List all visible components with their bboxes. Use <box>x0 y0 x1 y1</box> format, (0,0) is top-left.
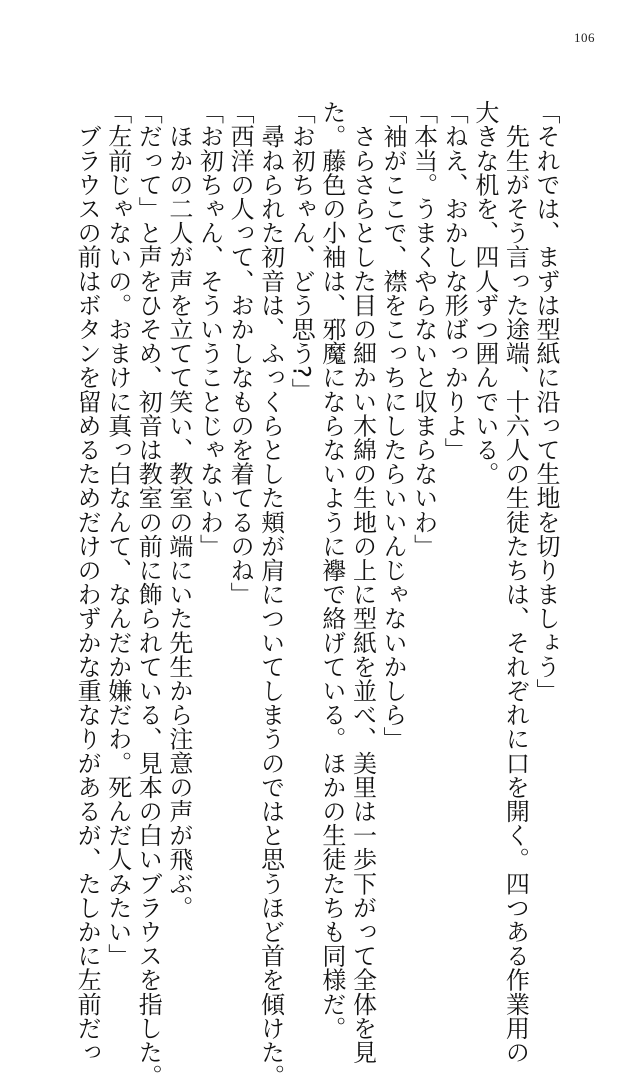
text-line: 尋ねられた初音は、ふっくらとした頬が肩についてしまうのではと思うほど首を傾けた。 <box>256 100 285 1088</box>
text-line: さらさらとした目の細かい木綿の生地の上に型紙を並べ、美里は一歩下がって全体を見 <box>348 100 377 1064</box>
text-line: 大きな机を、四人ずつ囲んでいる。 <box>470 100 499 486</box>
text-line: ブラウスの前はボタンを留めるためだけのわずかな重なりがあるが、たしかに左前だっ <box>73 100 102 1064</box>
text-line: 「お初ちゃん、どう思う?」 <box>287 100 316 403</box>
body-text <box>72 100 562 1088</box>
text-line: 「西洋の人って、おかしなものを着てるのね」 <box>226 100 255 607</box>
text-line: 「本当。うまくやらないと収まらないわ」 <box>409 100 438 558</box>
text-line: 「袖がここで、襟をこっちにしたらいいんじゃないかしら」 <box>379 100 408 751</box>
text-line: ほかの二人が声を立てて笑い、教室の端にいた先生から注意の声が飛ぶ。 <box>164 100 193 920</box>
text-line: 先生がそう言った途端、十六人の生徒たちは、それぞれに口を開く。四つある作業用の <box>501 100 530 1064</box>
text-line: 「だって」と声をひそめ、初音は教室の前に飾られている、見本の白いブラウスを指した。 <box>134 100 163 1088</box>
page-number: 106 <box>574 30 595 45</box>
text-line: 「左前じゃないの。おまけに真っ白なんて、なんだか嫌だわ。死んだ人みたい」 <box>103 100 132 968</box>
text-line: た。藤色の小袖は、邪魔にならないように襷で絡げている。ほかの生徒たちも同様だ。 <box>317 100 346 1040</box>
text-line: 「ねえ、おかしな形ばっかりよ」 <box>440 100 469 462</box>
text-line: 「それでは、まずは型紙に沿って生地を切りましょう」 <box>532 100 560 703</box>
text-line: 「お初ちゃん、そういうことじゃないわ」 <box>195 100 224 558</box>
